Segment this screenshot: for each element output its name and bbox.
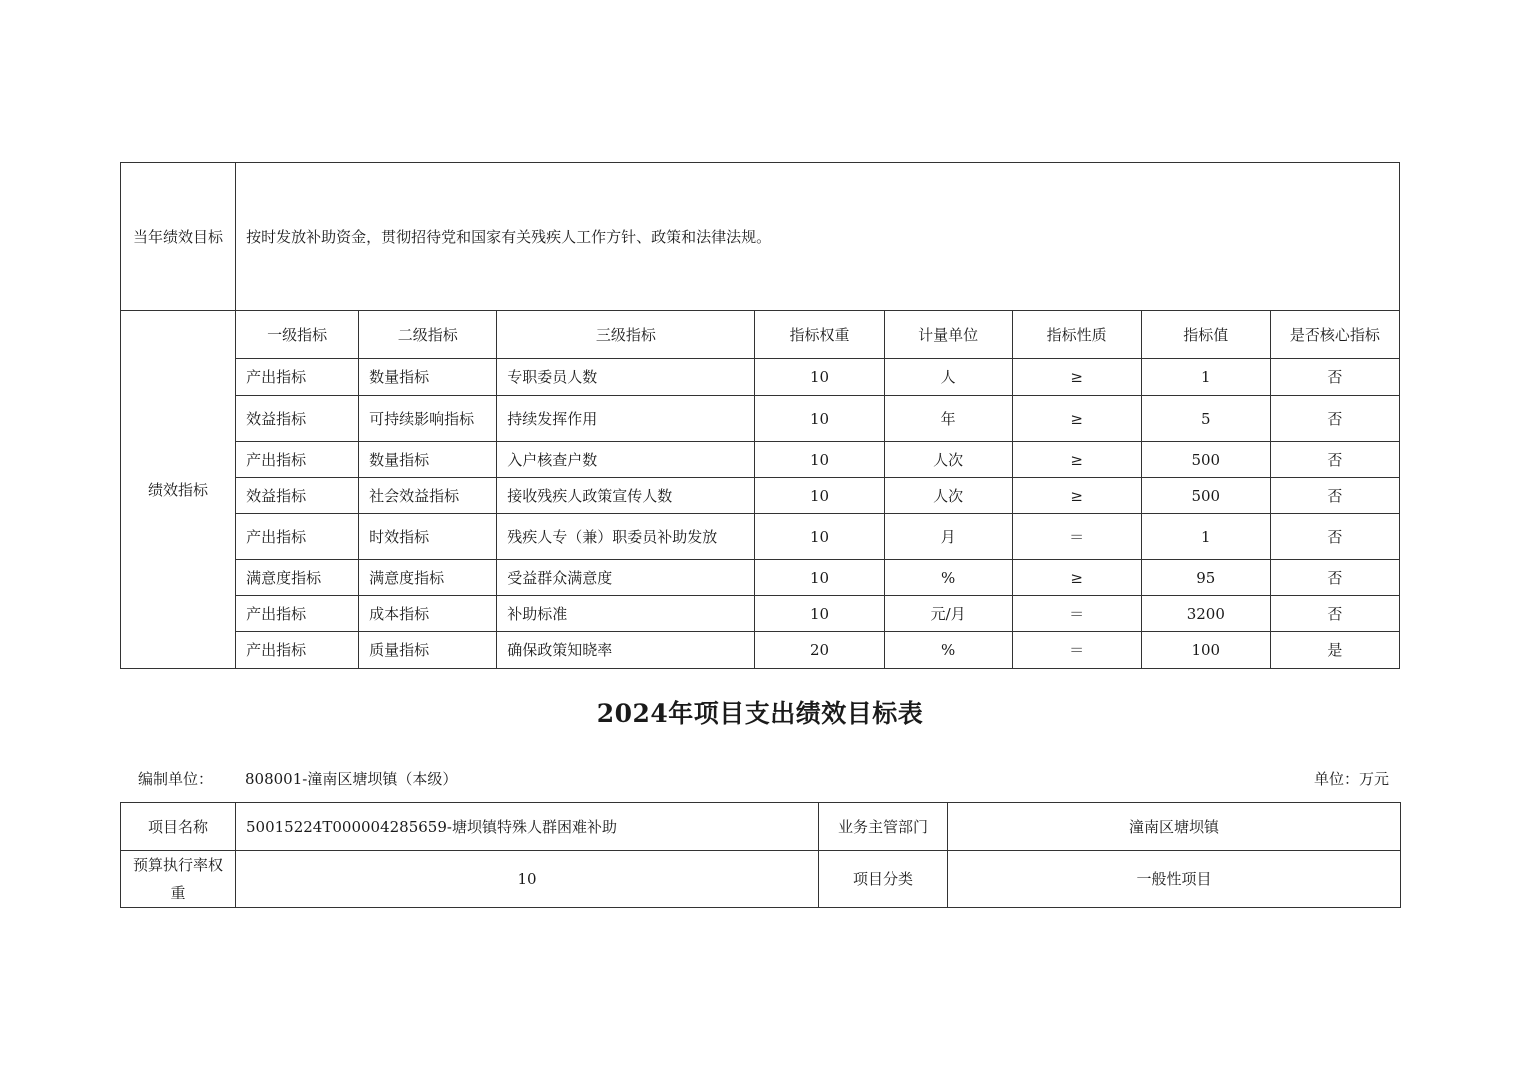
header-level2: 二级指标: [359, 311, 497, 359]
cell-core: 否: [1270, 560, 1399, 596]
cell-core: 否: [1270, 442, 1399, 478]
cell-level3: 接收残疾人政策宣传人数: [497, 478, 755, 514]
cell-level2: 社会效益指标: [359, 478, 497, 514]
cell-unit: %: [884, 632, 1012, 669]
cell-core: 否: [1270, 596, 1399, 632]
cell-nature: ＝: [1012, 596, 1141, 632]
cell-nature: ≥: [1012, 442, 1141, 478]
cell-weight: 10: [755, 560, 884, 596]
category-value: 一般性项目: [948, 851, 1401, 908]
cell-level3: 持续发挥作用: [497, 396, 755, 442]
cell-level2: 质量指标: [359, 632, 497, 669]
cell-value: 5: [1141, 396, 1270, 442]
cell-nature: ≥: [1012, 359, 1141, 396]
cell-value: 1: [1141, 359, 1270, 396]
cell-weight: 10: [755, 359, 884, 396]
goal-label: 当年绩效目标: [121, 163, 236, 311]
header-level3: 三级指标: [497, 311, 755, 359]
table-row: [121, 632, 1400, 669]
cell-level2: 数量指标: [359, 442, 497, 478]
cell-weight: 10: [755, 442, 884, 478]
cell-nature: ＝: [1012, 632, 1141, 669]
cell-weight: 10: [755, 478, 884, 514]
budget-rate-value: 10: [236, 851, 819, 908]
cell-level3: 确保政策知晓率: [497, 632, 755, 669]
cell-level2: 可持续影响指标: [359, 396, 497, 442]
cell-unit: 月: [884, 514, 1012, 560]
header-unit: 计量单位: [884, 311, 1012, 359]
cell-level2: 满意度指标: [359, 560, 497, 596]
cell-core: 否: [1270, 359, 1399, 396]
cell-level1: 产出指标: [236, 359, 359, 396]
project-name-value: 50015224T000004285659-塘坝镇特殊人群困难补助: [236, 803, 819, 851]
cell-unit: 年: [884, 396, 1012, 442]
cell-unit: 人: [884, 359, 1012, 396]
cell-value: 1: [1141, 514, 1270, 560]
cell-level3: 补助标准: [497, 596, 755, 632]
indicators-label: 绩效指标: [121, 311, 236, 669]
header-nature: 指标性质: [1012, 311, 1141, 359]
document-title: 2024年项目支出绩效目标表: [596, 699, 924, 728]
cell-value: 500: [1141, 442, 1270, 478]
cell-level1: 产出指标: [236, 632, 359, 669]
cell-level1: 产出指标: [236, 514, 359, 560]
header-level1: 一级指标: [236, 311, 359, 359]
table-row: [121, 560, 1400, 596]
cell-value: 100: [1141, 632, 1270, 669]
budget-row: [121, 851, 1401, 908]
cell-core: 否: [1270, 396, 1399, 442]
table-row: [121, 596, 1400, 632]
project-name-label: 项目名称: [121, 803, 236, 851]
cell-weight: 10: [755, 514, 884, 560]
cell-unit: 人次: [884, 478, 1012, 514]
cell-weight: 20: [755, 632, 884, 669]
cell-level1: 产出指标: [236, 596, 359, 632]
cell-nature: ≥: [1012, 560, 1141, 596]
cell-core: 是: [1270, 632, 1399, 669]
table-row: [121, 478, 1400, 514]
category-label: 项目分类: [819, 851, 948, 908]
cell-core: 否: [1270, 514, 1399, 560]
goal-text: 按时发放补助资金，贯彻招待党和国家有关残疾人工作方针、政策和法律法规。: [236, 163, 1400, 311]
cell-level3: 受益群众满意度: [497, 560, 755, 596]
header-value: 指标值: [1141, 311, 1270, 359]
compiler-label: 编制单位：: [138, 770, 214, 788]
cell-unit: %: [884, 560, 1012, 596]
unit-note: 单位：万元: [1313, 770, 1389, 788]
table-row: [121, 442, 1400, 478]
table-row: [121, 359, 1400, 396]
project-name-row: [121, 803, 1401, 851]
cell-level2: 时效指标: [359, 514, 497, 560]
cell-level3: 入户核查户数: [497, 442, 755, 478]
cell-unit: 人次: [884, 442, 1012, 478]
table-row: [121, 396, 1400, 442]
cell-nature: ＝: [1012, 514, 1141, 560]
cell-level3: 残疾人专（兼）职委员补助发放: [497, 514, 755, 560]
compiler-value: 808001-潼南区塘坝镇（本级）: [245, 770, 458, 788]
cell-level3: 专职委员人数: [497, 359, 755, 396]
cell-unit: 元/月: [884, 596, 1012, 632]
cell-value: 95: [1141, 560, 1270, 596]
project-info-table: [120, 802, 1401, 908]
cell-level2: 成本指标: [359, 596, 497, 632]
cell-core: 否: [1270, 478, 1399, 514]
header-core: 是否核心指标: [1270, 311, 1399, 359]
department-value: 潼南区塘坝镇: [948, 803, 1401, 851]
indicator-header-row: [121, 311, 1400, 359]
header-weight: 指标权重: [755, 311, 884, 359]
cell-nature: ≥: [1012, 396, 1141, 442]
department-label: 业务主管部门: [819, 803, 948, 851]
cell-level1: 满意度指标: [236, 560, 359, 596]
cell-nature: ≥: [1012, 478, 1141, 514]
table-row: [121, 514, 1400, 560]
cell-level2: 数量指标: [359, 359, 497, 396]
goal-row: [121, 163, 1400, 311]
performance-indicators-table: [120, 162, 1400, 669]
cell-level1: 效益指标: [236, 396, 359, 442]
budget-rate-label: 预算执行率权重: [121, 851, 236, 908]
cell-level1: 产出指标: [236, 442, 359, 478]
cell-value: 500: [1141, 478, 1270, 514]
cell-value: 3200: [1141, 596, 1270, 632]
cell-weight: 10: [755, 396, 884, 442]
cell-level1: 效益指标: [236, 478, 359, 514]
cell-weight: 10: [755, 596, 884, 632]
